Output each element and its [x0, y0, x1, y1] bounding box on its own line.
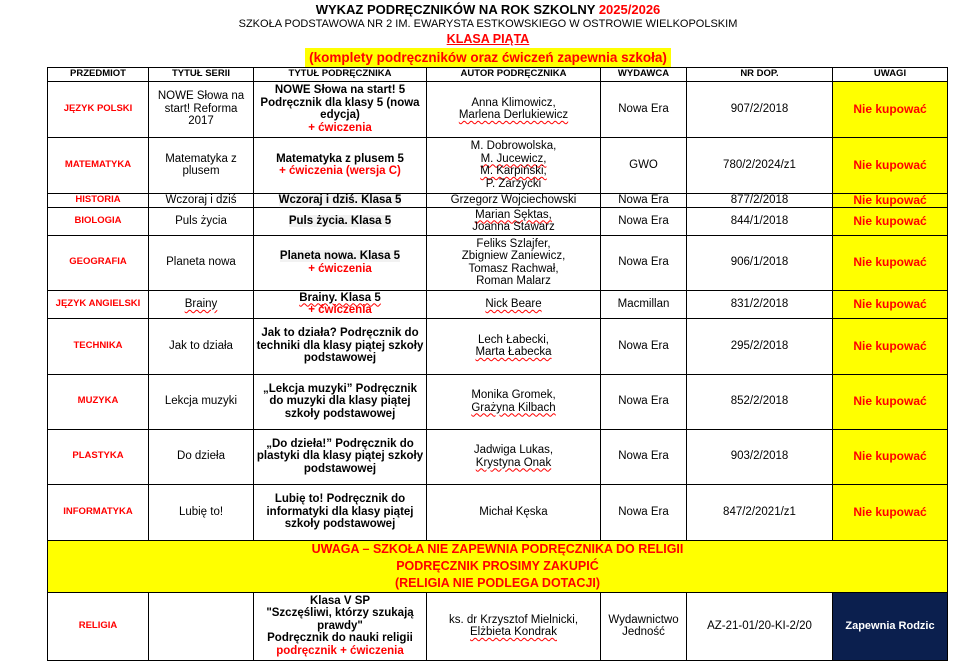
subject-cell: TECHNIKA — [48, 318, 149, 374]
note-cell: Nie kupować — [833, 235, 948, 290]
table-row — [48, 484, 948, 540]
col-header-author: AUTOR PODRĘCZNIKA — [427, 68, 601, 82]
author-line: Anna Klimowicz, — [471, 96, 556, 109]
author-line: Roman Malarz — [476, 275, 551, 287]
author-line: Zbigniew Zaniewicz, — [461, 250, 566, 262]
textbook-table — [47, 67, 948, 661]
note-cell: Nie kupować — [833, 484, 948, 540]
subject-cell: PLASTYKA — [48, 429, 149, 484]
title-text: Brainy. Klasa 5 — [299, 291, 381, 304]
series-cell: Do dzieła — [149, 429, 254, 484]
author-cell — [427, 137, 601, 193]
subject-cell: MATEMATYKA — [48, 137, 149, 193]
col-header-notes: UWAGI — [833, 68, 948, 82]
author-cell — [427, 290, 601, 318]
col-header-series: TYTUŁ SERII — [149, 68, 254, 82]
publisher-cell: Nowa Era — [601, 374, 687, 429]
title-text: Podręcznik do nauki religii — [267, 632, 413, 645]
document-title — [0, 2, 976, 17]
note-cell: Nie kupować — [833, 374, 948, 429]
school-name: SZKOŁA PODSTAWOWA NR 2 IM. EWARYSTA ESTKOWSKIEGO W OSTROWIE WIELKOPOLSKIM — [238, 18, 738, 30]
publisher-cell: Nowa Era — [601, 484, 687, 540]
col-header-nr: NR DOP. — [687, 68, 833, 82]
title-extra: + ćwiczenia — [308, 121, 372, 134]
nr-cell: 906/1/2018 — [687, 235, 833, 290]
note-cell: Nie kupować — [833, 429, 948, 484]
author-cell — [427, 193, 601, 207]
title-cell: „Lekcja muzyki” Podręcznik do muzyki dla klasy piątej szkoły podstawowej — [254, 374, 427, 429]
note-cell: Nie kupować — [833, 137, 948, 193]
author-line: M. Karpiński, — [480, 165, 547, 177]
subject-cell: MUZYKA — [48, 374, 149, 429]
title-cell — [254, 290, 427, 318]
series-text: Brainy — [184, 297, 218, 310]
table-row — [48, 193, 948, 207]
nr-cell: 780/2/2024/z1 — [687, 137, 833, 193]
series-cell — [149, 290, 254, 318]
nr-cell: 844/1/2018 — [687, 207, 833, 235]
title-cell — [254, 137, 427, 193]
note-cell: Nie kupować — [833, 193, 948, 207]
series-cell: Puls życia — [149, 207, 254, 235]
author-line: Joanna Stawarz — [472, 221, 555, 233]
class-name: KLASA PIĄTA — [446, 32, 530, 46]
title-extra: + ćwiczenia (wersja C) — [279, 165, 401, 177]
author-cell — [427, 484, 601, 540]
publisher-cell: Nowa Era — [601, 207, 687, 235]
author-line: Grażyna Kilbach — [471, 401, 556, 414]
author-line: Krystyna Onak — [475, 456, 552, 469]
author-line: ks. dr Krzysztof Mielnicki, — [448, 613, 579, 626]
supply-note: (komplety podręczników oraz ćwiczeń zapewnia szkoła) — [305, 48, 671, 67]
title-text: Planeta nowa. Klasa 5 — [279, 250, 401, 262]
title-cell: „Do dzieła!” Podręcznik do plastyki dla klasy piątej szkoły podstawowej — [254, 429, 427, 484]
banner-line: UWAGA – SZKOŁA NIE ZAPEWNIA PODRĘCZNIKA DO RELIGII — [311, 541, 684, 556]
series-cell: Matematyka z plusem — [149, 137, 254, 193]
subject-cell: JĘZYK POLSKI — [48, 81, 149, 137]
subject-cell: BIOLOGIA — [48, 207, 149, 235]
col-header-title: TYTUŁ PODRĘCZNIKA — [254, 68, 427, 82]
supply-note-wrap — [0, 48, 976, 67]
publisher-cell: GWO — [601, 137, 687, 193]
col-header-subject: PRZEDMIOT — [48, 68, 149, 82]
title-cell — [254, 235, 427, 290]
author-cell — [427, 592, 601, 660]
table-row — [48, 235, 948, 290]
subject-cell: RELIGIA — [48, 592, 149, 660]
nr-cell: 295/2/2018 — [687, 318, 833, 374]
series-cell: Jak to działa — [149, 318, 254, 374]
author-line: M. Jucewicz, — [480, 152, 547, 165]
publisher-cell: Macmillan — [601, 290, 687, 318]
author-cell — [427, 207, 601, 235]
nr-cell: 847/2/2021/z1 — [687, 484, 833, 540]
title-text: Wczoraj i dziś. Klasa 5 — [278, 193, 402, 206]
nr-cell: 877/2/2018 — [687, 193, 833, 207]
note-cell: Nie kupować — [833, 290, 948, 318]
author-line: Jadwiga Lukas, — [473, 444, 554, 456]
author-line: M. Dobrowolska, — [470, 140, 557, 152]
publisher-cell: Nowa Era — [601, 429, 687, 484]
religion-banner-row — [48, 540, 948, 592]
author-cell — [427, 235, 601, 290]
title-text: Matematyka z plusem 5 — [276, 152, 404, 165]
note-cell: Nie kupować — [833, 81, 948, 137]
table-row — [48, 429, 948, 484]
title-text: Klasa V SP — [309, 594, 371, 607]
author-line: Nick Beare — [485, 297, 542, 310]
title-text: Puls życia. Klasa 5 — [288, 214, 392, 227]
table-row — [48, 207, 948, 235]
series-cell — [149, 592, 254, 660]
author-line: Marian Sęktas, — [475, 208, 552, 221]
school-year: 2025/2026 — [598, 2, 661, 17]
subject-cell: INFORMATYKA — [48, 484, 149, 540]
publisher-cell: Nowa Era — [601, 318, 687, 374]
title-cell — [254, 592, 427, 660]
publisher-cell: Nowa Era — [601, 81, 687, 137]
title-extra: podręcznik + ćwiczenia — [276, 644, 404, 657]
title-cell — [254, 207, 427, 235]
author-line: Michał Kęska — [479, 505, 548, 518]
subject-cell: GEOGRAFIA — [48, 235, 149, 290]
series-cell: Wczoraj i dziś — [149, 193, 254, 207]
col-header-publisher: WYDAWCA — [601, 68, 687, 82]
note-cell: Zapewnia Rodzic — [833, 592, 948, 660]
title-text: NOWE Słowa na start! 5 Podręcznik dla klasy 5 (nowa edycja) — [260, 84, 420, 121]
subject-cell: JĘZYK ANGIELSKI — [48, 290, 149, 318]
series-cell: Lubię to! — [149, 484, 254, 540]
author-line: Marta Łabecka — [475, 346, 552, 358]
subject-cell: HISTORIA — [48, 193, 149, 207]
series-cell: Lekcja muzyki — [149, 374, 254, 429]
series-cell: NOWE Słowa na start! Reforma 2017 — [149, 81, 254, 137]
author-line: Monika Gromek, — [471, 389, 556, 401]
nr-cell: 907/2/2018 — [687, 81, 833, 137]
table-header-row — [48, 68, 948, 82]
author-cell — [427, 318, 601, 374]
table-row — [48, 592, 948, 660]
table-row — [48, 318, 948, 374]
banner-line: (RELIGIA NIE PODLEGA DOTACJI) — [394, 575, 601, 590]
religion-banner — [48, 540, 948, 592]
author-line: Tomasz Rachwał, — [468, 262, 559, 275]
table-row — [48, 290, 948, 318]
author-line: P. Zarzycki — [485, 177, 542, 190]
author-line: Grzegorz Wojciechowski — [450, 193, 577, 206]
author-cell — [427, 429, 601, 484]
banner-line: PODRĘCZNIK PROSIMY ZAKUPIĆ — [396, 558, 599, 573]
author-line: Marlena Derlukiewicz — [458, 109, 569, 121]
table-row — [48, 81, 948, 137]
nr-cell: 903/2/2018 — [687, 429, 833, 484]
title-cell: Lubię to! Podręcznik do informatyki dla klasy piątej szkoły podstawowej — [254, 484, 427, 540]
publisher-cell: Wydawnictwo Jedność — [601, 592, 687, 660]
nr-cell: AZ-21-01/20-KI-2/20 — [687, 592, 833, 660]
series-cell: Planeta nowa — [149, 235, 254, 290]
author-cell — [427, 374, 601, 429]
author-line: Elżbieta Kondrak — [470, 626, 557, 638]
title-cell — [254, 81, 427, 137]
title-cell: Jak to działa? Podręcznik do techniki dla klasy piątej szkoły podstawowej — [254, 318, 427, 374]
document-title-main: WYKAZ PODRĘCZNIKÓW NA ROK SZKOLNY — [315, 2, 599, 17]
table-row — [48, 374, 948, 429]
table-row — [48, 137, 948, 193]
publisher-cell: Nowa Era — [601, 193, 687, 207]
nr-cell: 852/2/2018 — [687, 374, 833, 429]
author-cell — [427, 81, 601, 137]
nr-cell: 831/2/2018 — [687, 290, 833, 318]
author-line: Feliks Szlajfer, — [476, 237, 551, 250]
title-extra: + ćwiczenia — [308, 304, 372, 316]
publisher-cell: Nowa Era — [601, 235, 687, 290]
author-line: Lech Łabecki, — [478, 333, 549, 346]
title-cell — [254, 193, 427, 207]
title-text: "Szczęśliwi, którzy szukają prawdy" — [266, 607, 414, 632]
note-cell: Nie kupować — [833, 318, 948, 374]
title-extra: + ćwiczenia — [308, 262, 372, 275]
note-cell: Nie kupować — [833, 207, 948, 235]
